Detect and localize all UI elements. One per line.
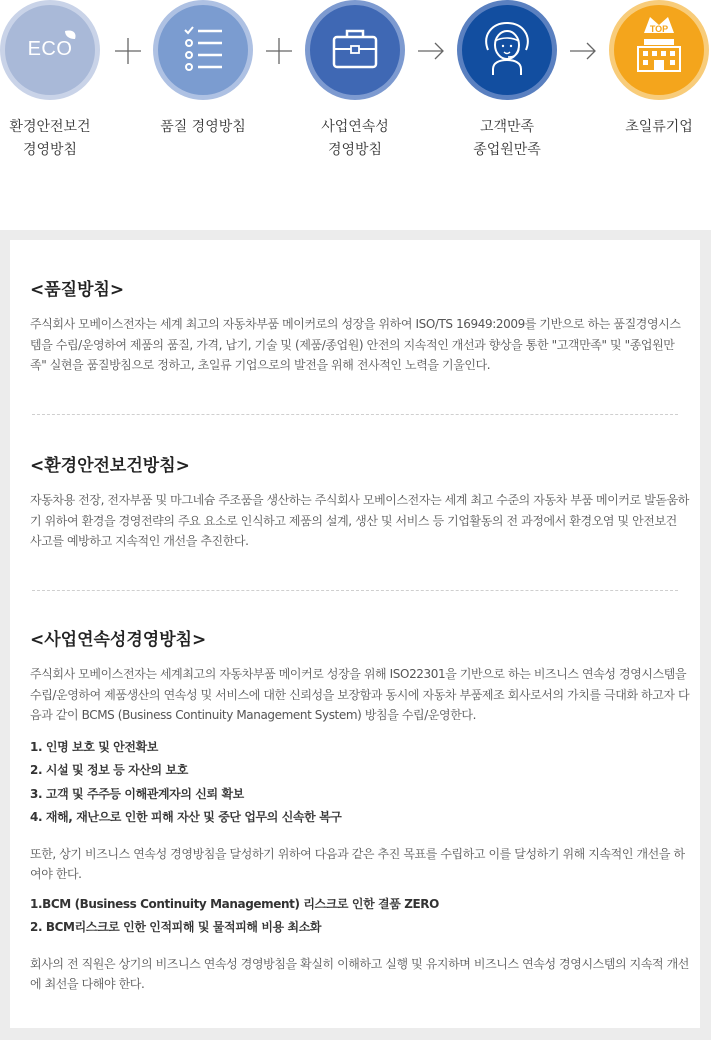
bcms-principles-list	[30, 736, 690, 830]
bcms-closing-paragraph: 회사의 전 직원은 상기의 비즈니스 연속성 경영방침을 확실히 이해하고 실행 및 유지하며 비즈니스 연속성 경영시스템의 지속적 개선에 최선을 다해야 한다.	[30, 956, 690, 991]
customer-headset-icon	[457, 0, 557, 100]
step-customer	[447, 0, 567, 162]
list-item: 1.BCM (Business Continuity Management) 리스크로 인한 결품 ZERO	[30, 896, 439, 911]
bcms-middle-paragraph: 또한, 상기 비즈니스 연속성 경영방침을 달성하기 위하여 다음과 같은 추진 목표를 수립하고 이를 달성하기 위해 지속적인 개선을 하여야 한다.	[30, 846, 685, 881]
top-badge-text: TOP	[649, 24, 669, 34]
briefcase-icon	[305, 0, 405, 100]
step-label-environment: 환경안전보건 경영방침	[9, 119, 91, 158]
eco-icon: ECO	[0, 0, 100, 100]
section-divider	[32, 590, 678, 591]
plus-icon	[113, 36, 143, 66]
list-item: 1. 인명 보호 및 안전확보	[30, 739, 158, 754]
step-quality	[143, 0, 263, 139]
step-environment	[0, 0, 110, 162]
list-item: 2. BCM리스크로 인한 인적피해 및 물적피해 비용 최소화	[30, 920, 322, 934]
arrow-right-icon	[416, 36, 446, 66]
policy-steps	[0, 0, 711, 230]
bcms-policy-title: <사업연속성경영방침>	[30, 630, 207, 650]
checklist-icon	[153, 0, 253, 100]
quality-policy-section	[30, 278, 690, 376]
top-building-icon	[609, 0, 709, 100]
quality-policy-body: 주식회사 모베이스전자는 세계 최고의 자동차부품 메이커로의 성장을 위하여 ISO/TS 16949:2009를 기반으로 하는 품질경영시스템을 수립/운영하여 제품의 품질, 가격, 납기, 기술 및 (제품/종업원) 안전의 지속적인 개선과 향상을 통한 "고객만족" 및 "종업원만족" 실현을 품질방침으로 정하고, 초일류 기업으로의 발전을 위해 전사적인 노력을 기울인다.	[30, 317, 681, 372]
step-label-quality: 품질 경영방침	[160, 119, 246, 135]
list-item: 2. 시설 및 정보 등 자산의 보호	[30, 763, 188, 777]
policy-panel	[10, 240, 700, 1028]
list-item: 4. 재해, 재난으로 인한 피해 자산 및 중단 업무의 신속한 복구	[30, 810, 342, 824]
section-divider	[32, 414, 678, 415]
bcms-policy-section	[30, 628, 690, 995]
environment-policy-body: 자동차용 전장, 전자부품 및 마그네슘 주조품을 생산하는 주식회사 모베이스전자는 세계 최고 수준의 자동차 부품 메이커로 발돋움하기 위하여 환경을 경영전략의 주요 요소로 인식하고 제품의 설계, 생산 및 서비스 등 기업활동의 전 과정에서 환경오염 및 안전보건 사고를 예방하고 지속적인 개선을 추진한다.	[30, 493, 690, 548]
bcms-policy-intro: 주식회사 모베이스전자는 세계최고의 자동차부품 메이커로 성장을 위해 ISO22301을 기반으로 하는 비즈니스 연속성 경영시스템을 수립/운영하여 제품생산의 연속성 및 서비스에 대한 신뢰성을 보장함과 동시에 자동차 부품제조 회사로서의 가치를 극대화 하고자 다음과 같이 BCMS (Business Continuity Management System) 방침을 수립/운영한다.	[30, 667, 690, 722]
step-bcms	[295, 0, 415, 162]
plus-icon	[264, 36, 294, 66]
environment-policy-title: <환경안전보건방침>	[30, 456, 190, 476]
step-top-company	[599, 0, 711, 139]
step-label-bcms: 사업연속성 경영방침	[321, 119, 389, 158]
step-label-customer: 고객만족 종업원만족	[473, 119, 541, 158]
bcms-goals-list	[30, 893, 690, 940]
arrow-right-icon	[568, 36, 598, 66]
list-item: 3. 고객 및 주주등 이해관계자의 신뢰 확보	[30, 786, 244, 801]
quality-policy-title: <품질방침>	[30, 280, 125, 300]
step-label-top-company: 초일류기업	[625, 119, 693, 135]
environment-policy-section	[30, 454, 690, 552]
